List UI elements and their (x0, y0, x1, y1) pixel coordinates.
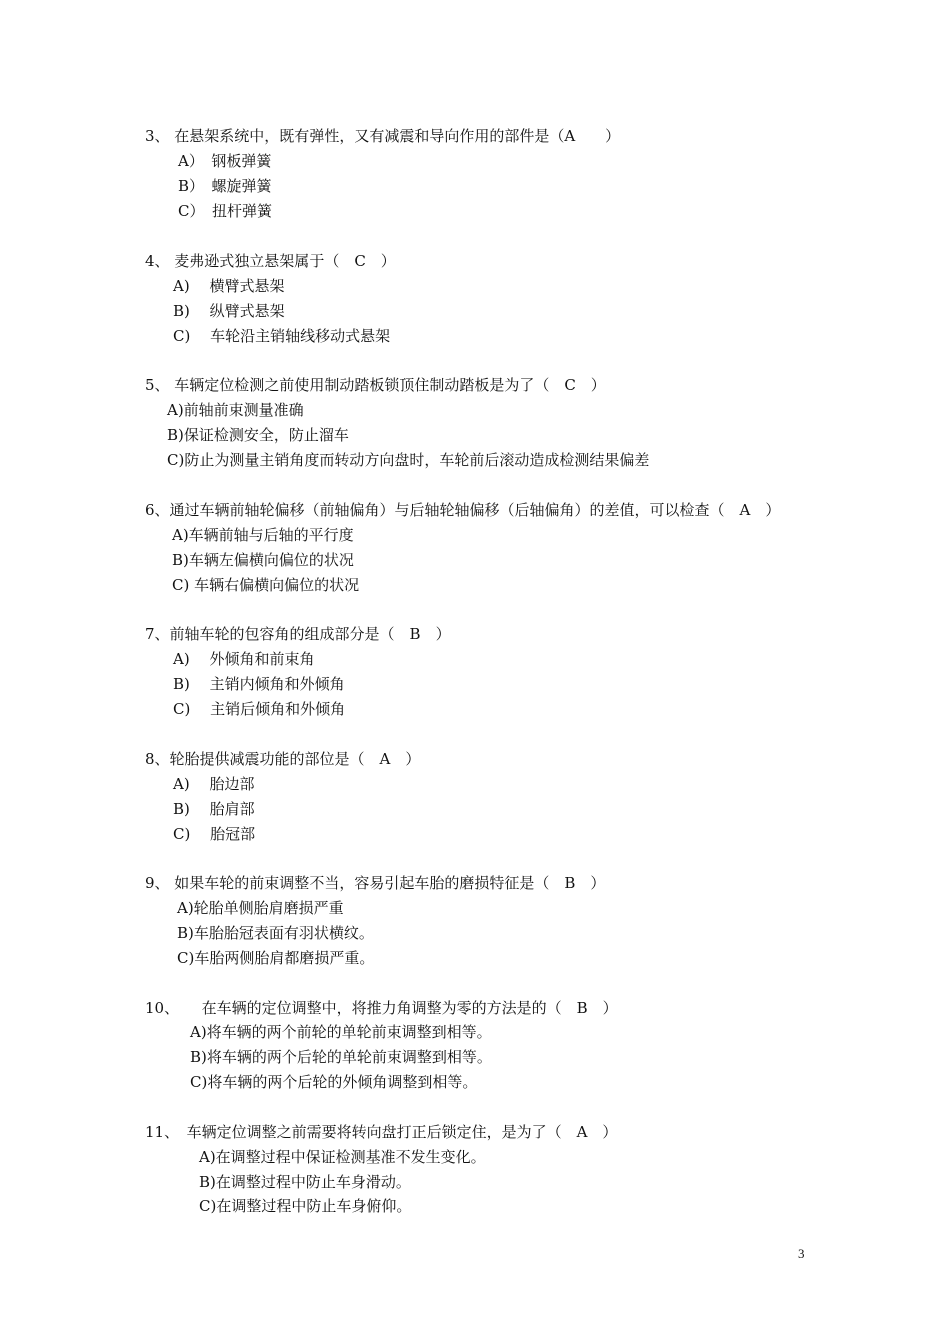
question-7-option-c: C) 主销后倾角和外倾角 (173, 700, 346, 718)
question-10-option-c: C)将车辆的两个后轮的外倾角调整到相等。 (190, 1073, 478, 1091)
question-6-stem: 6、通过车辆前轴轮偏移（前轴偏角）与后轴轮轴偏移（后轴偏角）的差值，可以检查（ A ） (145, 501, 781, 519)
question-9-option-a: A)轮胎单侧胎肩磨损严重 (177, 899, 344, 917)
question-9-option-b: B)车胎胎冠表面有羽状横纹。 (177, 924, 374, 942)
question-7-stem: 7、前轴车轮的包容角的组成部分是（ B ） (145, 625, 451, 643)
question-10-option-a: A)将车辆的两个前轮的单轮前束调整到相等。 (190, 1023, 492, 1041)
question-5-option-c: C)防止为测量主销角度而转动方向盘时，车轮前后滚动造成检测结果偏差 (167, 451, 650, 469)
question-3-option-a: A） 钢板弹簧 (178, 152, 272, 170)
question-4-option-b: B) 纵臂式悬架 (173, 302, 285, 320)
question-8-option-a: A) 胎边部 (173, 775, 255, 793)
question-9-stem: 9、 如果车轮的前束调整不当，容易引起车胎的磨损特征是（ B ） (145, 874, 606, 892)
question-9-option-c: C)车胎两侧胎肩都磨损严重。 (177, 949, 375, 967)
question-6-option-c: C) 车辆右偏横向偏位的状况 (172, 576, 360, 594)
question-3-option-c: C） 扭杆弹簧 (178, 202, 272, 220)
question-5-option-a: A)前轴前束测量准确 (167, 401, 304, 419)
question-11-option-b: B)在调整过程中防止车身滑动。 (199, 1173, 411, 1191)
question-8-option-c: C) 胎冠部 (173, 825, 256, 843)
question-5-stem: 5、 车辆定位检测之前使用制动踏板锁顶住制动踏板是为了（ C ） (145, 376, 606, 394)
page-number: 3 (798, 1246, 805, 1261)
question-4-option-a: A) 横臂式悬架 (173, 277, 285, 295)
question-11-stem: 11、 车辆定位调整之前需要将转向盘打正后锁定住，是为了（ A ） (145, 1123, 618, 1141)
question-7-option-a: A) 外倾角和前束角 (173, 650, 315, 668)
question-3-stem: 3、 在悬架系统中，既有弹性，又有减震和导向作用的部件是（A ） (145, 127, 621, 145)
question-6-option-a: A)车辆前轴与后轴的平行度 (172, 526, 354, 544)
question-6-option-b: B)车辆左偏横向偏位的状况 (172, 551, 354, 569)
question-8-option-b: B) 胎肩部 (173, 800, 255, 818)
question-4-option-c: C) 车轮沿主销轴线移动式悬架 (173, 327, 391, 345)
question-5-option-b: B)保证检测安全，防止溜车 (167, 426, 349, 444)
question-11-option-c: C)在调整过程中防止车身俯仰。 (199, 1197, 412, 1215)
question-10-stem: 10、 在车辆的定位调整中，将推力角调整为零的方法是的（ B ） (145, 999, 618, 1017)
question-11-option-a: A)在调整过程中保证检测基准不发生变化。 (199, 1148, 486, 1166)
question-7-option-b: B) 主销内倾角和外倾角 (173, 675, 345, 693)
question-3-option-b: B） 螺旋弹簧 (178, 177, 272, 195)
question-10-option-b: B)将车辆的两个后轮的单轮前束调整到相等。 (190, 1048, 492, 1066)
question-4-stem: 4、 麦弗逊式独立悬架属于（ C ） (145, 252, 396, 270)
question-8-stem: 8、轮胎提供减震功能的部位是（ A ） (145, 750, 421, 768)
